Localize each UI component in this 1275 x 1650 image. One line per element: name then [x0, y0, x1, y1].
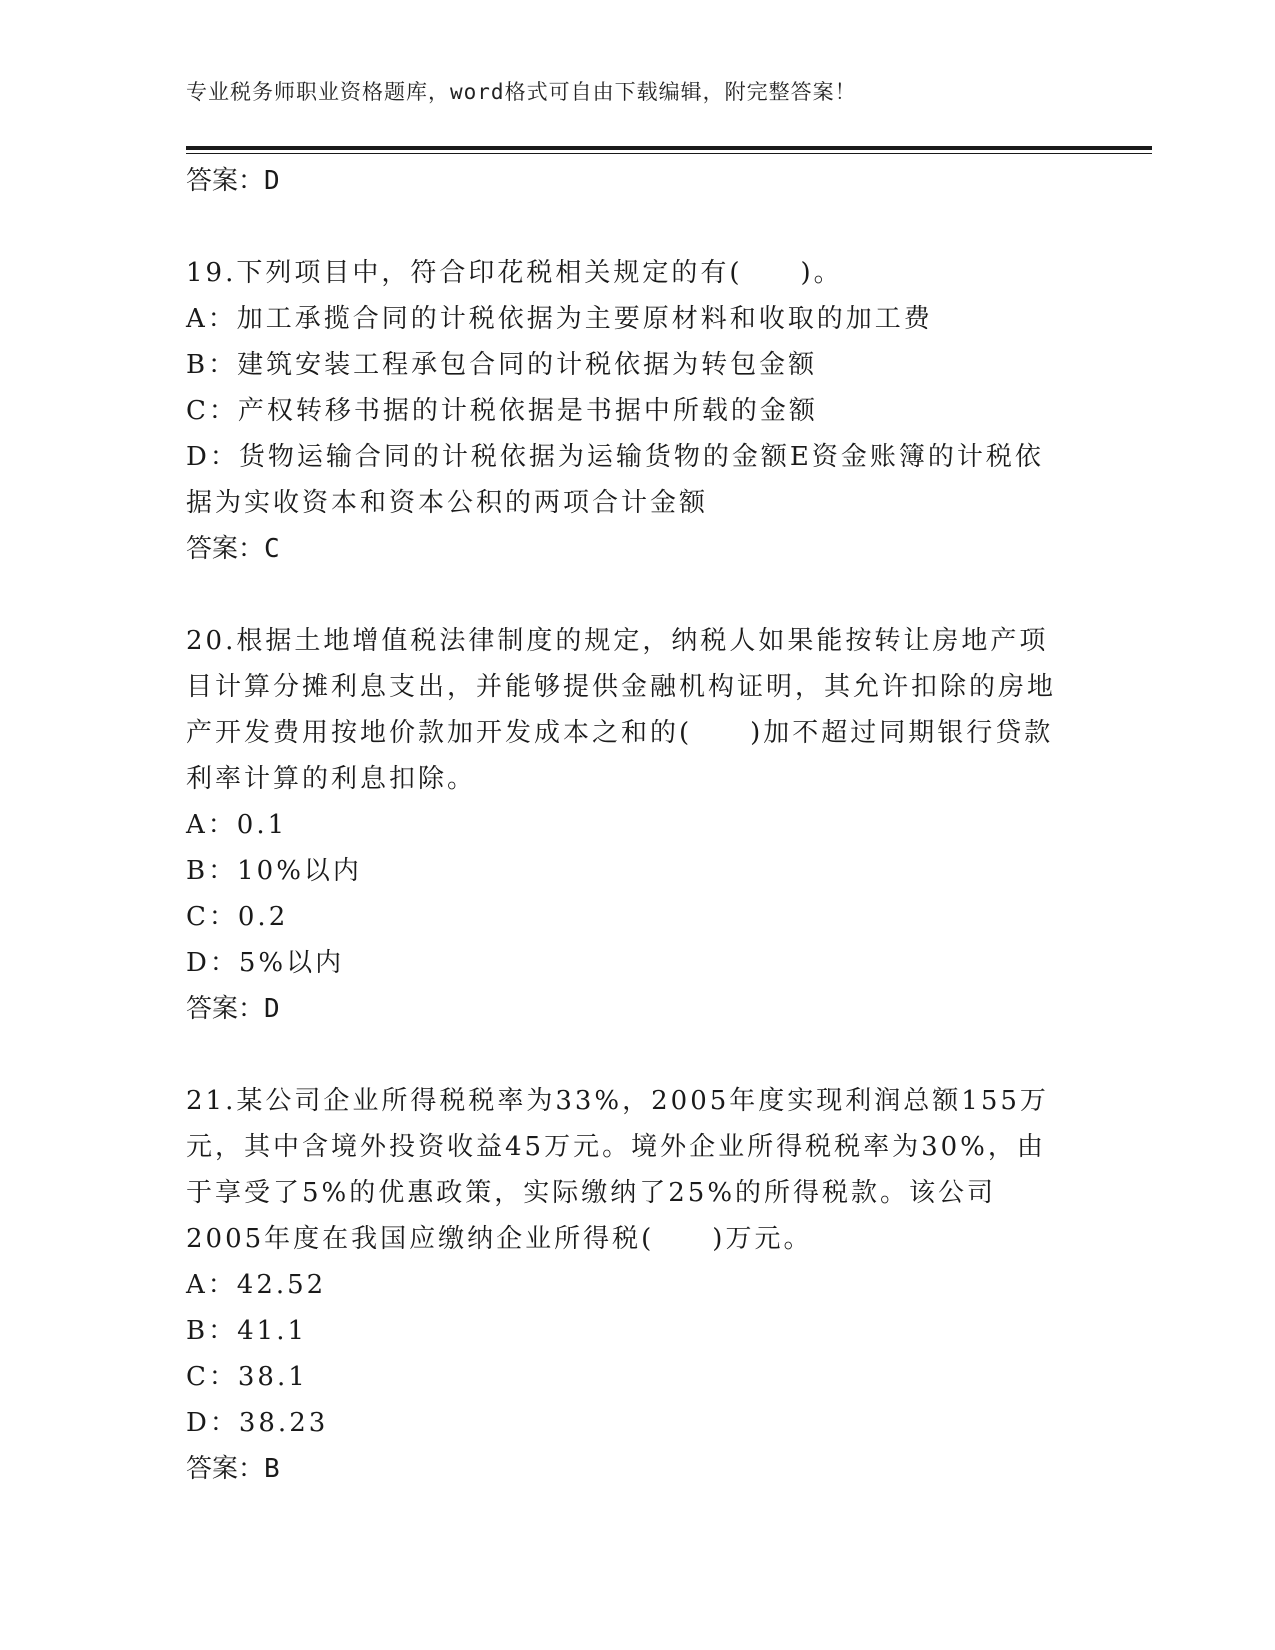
question-block	[186, 1078, 1086, 1492]
option-d: D：货物运输合同的计税依据为运输货物的金额E资金账簿的计税依据为实收资本和资本公积的两项合计金额	[186, 442, 1044, 518]
option-a: A：加工承揽合同的计税依据为主要原材料和收取的加工费	[186, 304, 933, 334]
option-b: B：41.1	[186, 1316, 307, 1346]
question-stem: 21.某公司企业所得税税率为33%，2005年度实现利润总额155万元，其中含境外投资收益45万元。境外企业所得税税率为30%，由于享受了5%的优惠政策，实际缴纳了25%的所得税款。该公司2005年度在我国应缴纳企业所得税( )万元。	[186, 1086, 1049, 1254]
option-d: D：38.23	[186, 1408, 329, 1438]
option-c: C：0.2	[186, 902, 289, 932]
answer-value: D	[264, 994, 280, 1024]
question-stem: 20.根据土地增值税法律制度的规定，纳税人如果能按转让房地产项目计算分摊利息支出，并能够提供金融机构证明，其允许扣除的房地产开发费用按地价款加开发成本之和的( )加不超过同期银行贷款利率计算的利息扣除。	[186, 626, 1057, 794]
answer-line	[186, 526, 1086, 572]
answer-label: 答案：	[186, 1454, 265, 1484]
option-b: B：建筑安装工程承包合同的计税依据为转包金额	[186, 350, 818, 380]
answer-label: 答案：	[186, 166, 265, 196]
question-block	[186, 250, 1086, 572]
answer-value: C	[264, 534, 280, 564]
answer-line	[186, 158, 1086, 204]
option-c: C：产权转移书据的计税依据是书据中所载的金额	[186, 396, 818, 426]
header-rule-thin	[186, 153, 1152, 154]
header-rule-thick	[186, 146, 1152, 150]
answer-value: B	[264, 1454, 280, 1484]
option-b: B：10%以内	[186, 856, 362, 886]
question-stem: 19.下列项目中，符合印花税相关规定的有( )。	[186, 258, 843, 288]
answer-label: 答案：	[186, 994, 265, 1024]
answer-label: 答案：	[186, 534, 265, 564]
option-c: C：38.1	[186, 1362, 308, 1392]
document-body	[186, 158, 1086, 1492]
question-block	[186, 618, 1086, 1032]
option-d: D：5%以内	[186, 948, 345, 978]
answer-line	[186, 986, 1086, 1032]
option-a: A：42.52	[186, 1270, 327, 1300]
answer-line	[186, 1446, 1086, 1492]
page-header: 专业税务师职业资格题库，word格式可自由下载编辑，附完整答案！	[186, 80, 857, 104]
answer-value: D	[264, 166, 280, 196]
option-a: A：0.1	[186, 810, 288, 840]
